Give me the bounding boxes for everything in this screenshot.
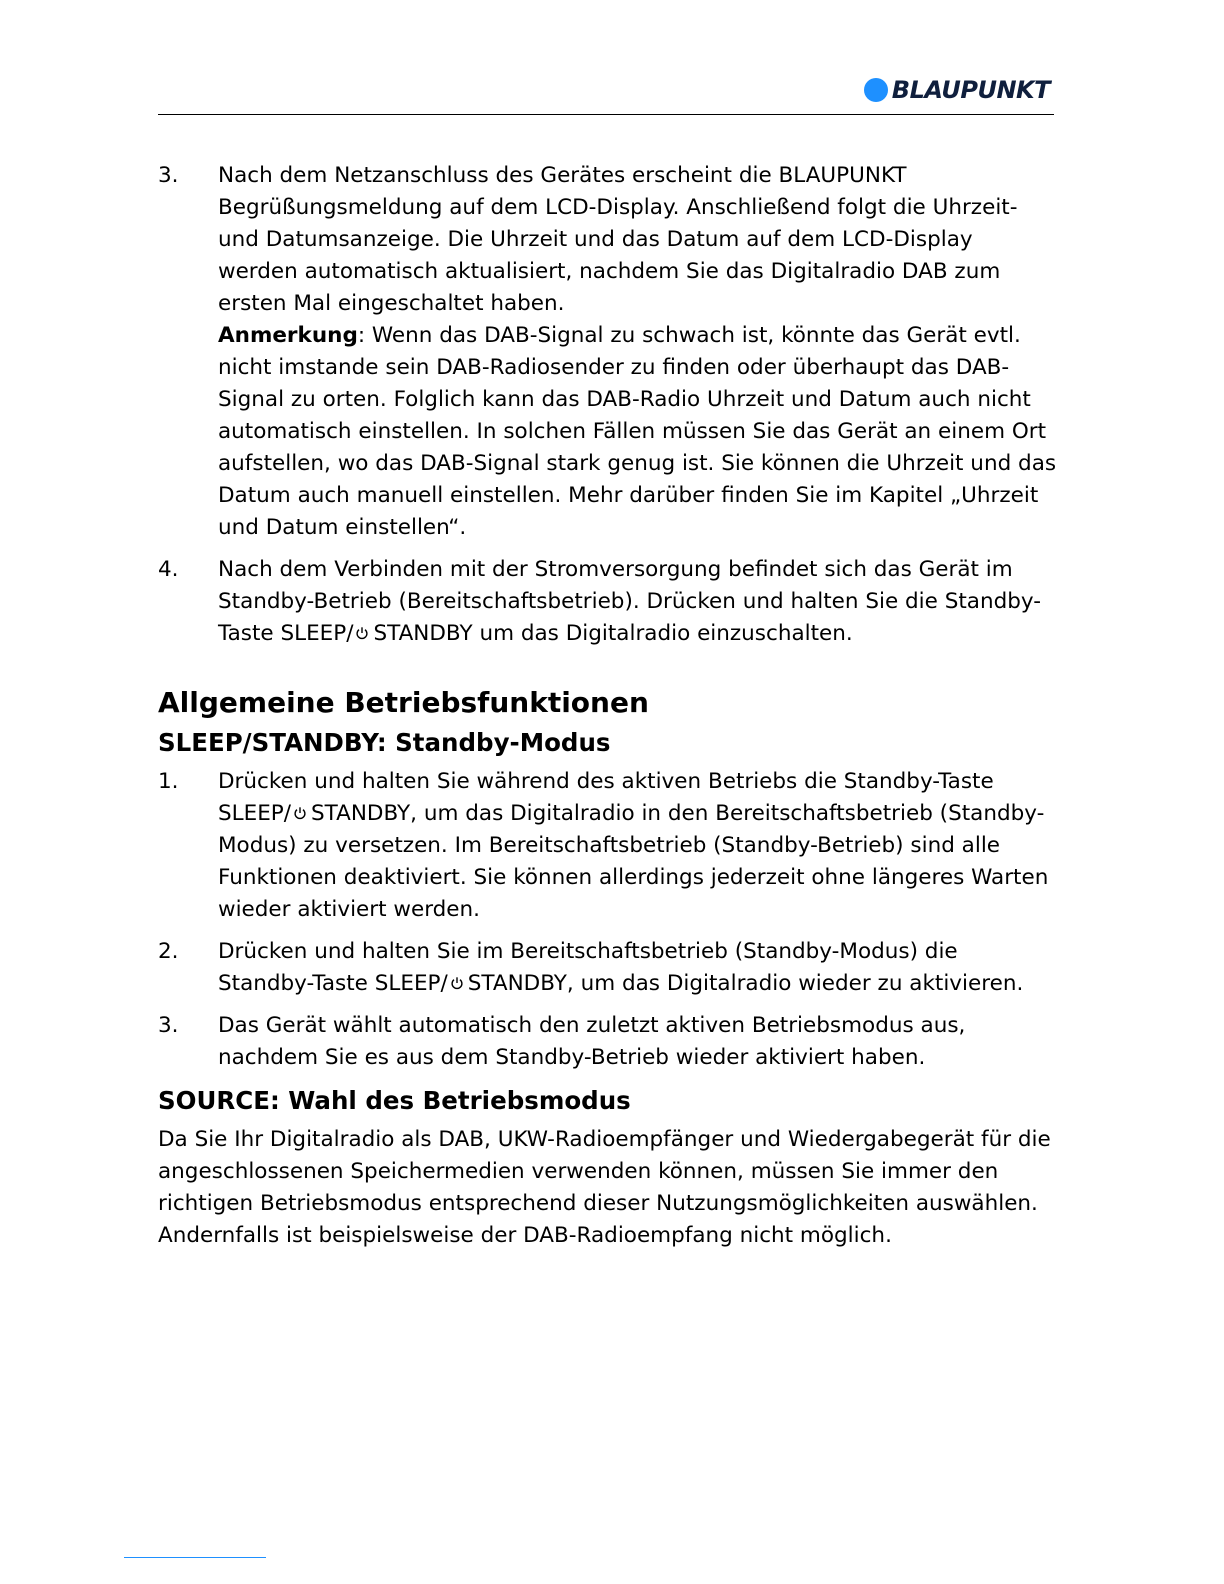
list-item bbox=[158, 766, 1058, 926]
list-item-text-part: Drücken und halten Sie während des aktiven Betriebs die Standby-Taste SLEEP/ bbox=[218, 769, 994, 826]
list-item-text-part: STANDBY um das Digitalradio einzuschalten. bbox=[373, 621, 853, 646]
list-item-number: 2. bbox=[158, 939, 179, 964]
power-icon bbox=[450, 976, 464, 990]
list-item-body bbox=[218, 1010, 1058, 1074]
note-label: Anmerkung bbox=[218, 323, 358, 348]
list-item-body bbox=[218, 766, 1058, 926]
list-item-number: 1. bbox=[158, 769, 179, 794]
list-item-text-part: STANDBY, um das Digitalradio wieder zu aktivieren. bbox=[467, 971, 1024, 996]
source-paragraph: Da Sie Ihr Digitalradio als DAB, UKW-Radioempfänger und Wiedergabegerät für die angeschlossenen Speichermedien verwenden können, müssen Sie immer den richtigen Betriebsmodus entsprechend dieser Nutzungsmöglichkeiten auswählen. Andernfalls ist beispielsweise der DAB-Radioempfang nicht möglich. bbox=[158, 1127, 1051, 1248]
note-text: : Wenn das DAB-Signal zu schwach ist, könnte das Gerät evtl. nicht imstande sein DAB-Radiosender zu finden oder überhaupt das DAB-Signal zu orten. Folglich kann das DAB-Radio Uhrzeit und Datum auch nicht automatisch einstellen. In solchen Fällen müssen Sie das Gerät an einem Ort aufstellen, wo das DAB-Signal stark genug ist. Sie können die Uhrzeit und das Datum auch manuell einstellen. Mehr darüber finden Sie im Kapitel „Uhrzeit und Datum einstellen“. bbox=[218, 323, 1057, 540]
list-item-text-part: Drücken und halten Sie im Bereitschaftsbetrieb (Standby-Modus) die Standby-Taste SLEEP/ bbox=[218, 939, 958, 996]
list-item-text bbox=[218, 554, 1058, 650]
list-item-text-part: Nach dem Verbinden mit der Stromversorgung befindet sich das Gerät im Standby-Betrieb (Bereitschaftsbetrieb). Drücken und halten Sie die Standby-Taste SLEEP/ bbox=[218, 557, 1041, 646]
section-title: Allgemeine Betriebsfunktionen bbox=[158, 686, 649, 719]
list-item-text: Nach dem Netzanschluss des Gerätes erscheint die BLAUPUNKT Begrüßungsmeldung auf dem LCD-Display. Anschließend folgt die Uhrzeit- und Datumsanzeige. Die Uhrzeit und das Datum auf dem LCD-Display werden automatisch aktualisiert, nachdem Sie das Digitalradio DAB zum ersten Mal eingeschaltet haben. bbox=[218, 163, 1018, 316]
list-item bbox=[158, 554, 1058, 650]
list-item-body bbox=[218, 160, 1058, 544]
brand-name: BLAUPUNKT bbox=[891, 76, 1050, 104]
note bbox=[218, 320, 1058, 544]
list-item-text bbox=[218, 766, 1058, 926]
footnote-separator bbox=[124, 1557, 266, 1558]
brand-dot-icon bbox=[864, 78, 888, 102]
list-item bbox=[158, 936, 1058, 1000]
list-item-number: 3. bbox=[158, 163, 179, 188]
list-item-number: 4. bbox=[158, 557, 179, 582]
list-item-body bbox=[218, 554, 1058, 650]
list-item-text: Das Gerät wählt automatisch den zuletzt aktiven Betriebsmodus aus, nachdem Sie es aus dem Standby-Betrieb wieder aktiviert haben. bbox=[218, 1013, 966, 1070]
page-header bbox=[158, 70, 1054, 115]
list-item bbox=[158, 160, 1058, 544]
list-item-text bbox=[218, 936, 1058, 1000]
subsection-title-source: SOURCE: Wahl des Betriebsmodus bbox=[158, 1086, 631, 1115]
brand-logo bbox=[864, 76, 1050, 104]
list-item-number: 3. bbox=[158, 1013, 179, 1038]
page-content bbox=[158, 160, 1058, 1252]
subsection-title-standby: SLEEP/STANDBY: Standby-Modus bbox=[158, 728, 611, 757]
list-item bbox=[158, 1010, 1058, 1074]
power-icon bbox=[293, 806, 307, 820]
list-item-text-part: STANDBY, um das Digitalradio in den Bereitschaftsbetrieb (Standby-Modus) zu versetzen. Im Bereitschaftsbetrieb (Standby-Betrieb) sind alle Funktionen deaktiviert. Sie können allerdings jederzeit ohne längeres Warten wieder aktiviert werden. bbox=[218, 801, 1049, 922]
list-item-body bbox=[218, 936, 1058, 1000]
power-icon bbox=[355, 626, 369, 640]
